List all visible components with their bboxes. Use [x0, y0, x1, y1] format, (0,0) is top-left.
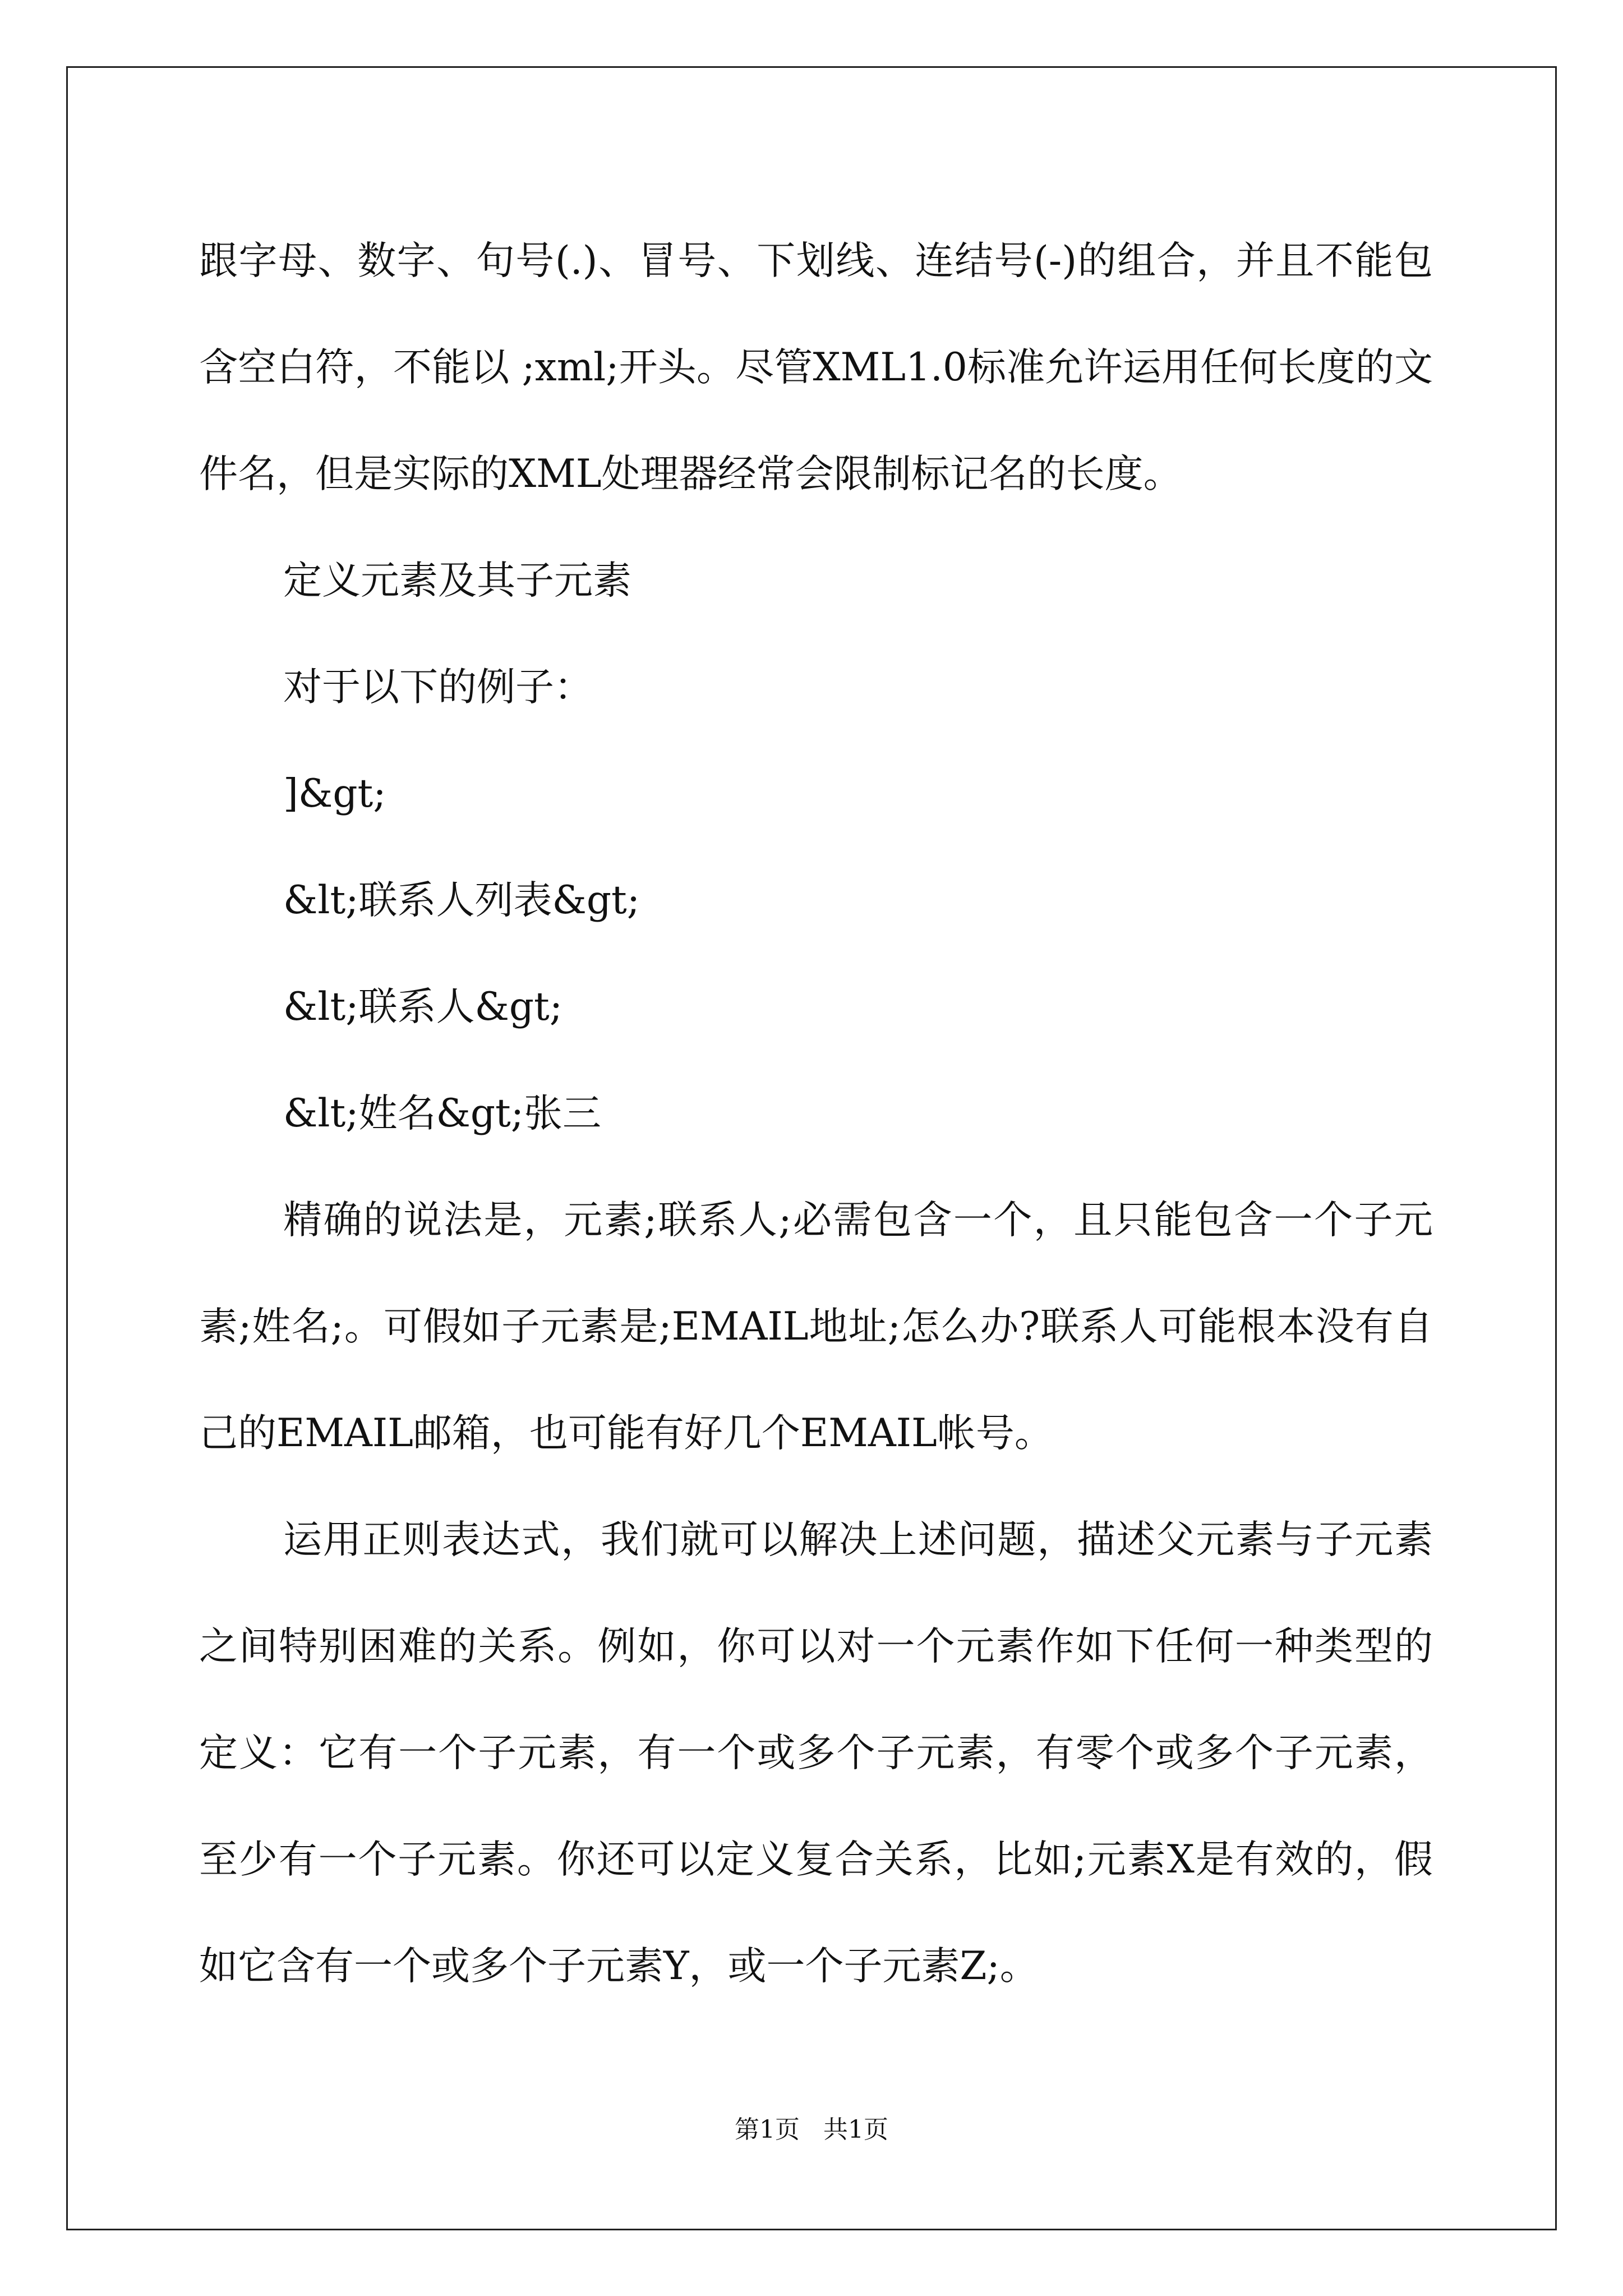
paragraph-5: &lt;联系人列表&gt; [283, 878, 640, 923]
paragraph-6: &lt;联系人&gt; [283, 984, 563, 1029]
paragraph-7: &lt;姓名&gt;张三 [283, 1091, 602, 1136]
paragraph-1: 跟字母、数字、句号(.)、冒号、下划线、连结号(-)的组合，并且不能包含空白符，不能以 ;xml;开头。尽管XML1.0标准允许运用任何长度的文件名，但是实际的XML处理器经常会限制标记名的长度。 [199, 238, 1433, 496]
document-body [199, 208, 1433, 2019]
paragraph-9: 运用正则表达式，我们就可以解决上述问题，描述父元素与子元素之间特别困难的关系。例如，你可以对一个元素作如下任何一种类型的定义：它有一个子元素，有一个或多个子元素，有零个或多个子元素，至少有一个子元素。你还可以定义复合关系，比如;元素X是有效的，假如它含有一个或多个子元素Y，或一个子元素Z;。 [199, 1517, 1433, 1989]
paragraph-2: 定义元素及其子元素 [283, 558, 631, 603]
paragraph-8: 精确的说法是，元素;联系人;必需包含一个，且只能包含一个子元素;姓名;。可假如子元素是;EMAIL地址;怎么办?联系人可能根本没有自己的EMAIL邮箱，也可能有好几个EMAIL帐号。 [199, 1198, 1433, 1456]
page-number-footer: 第1页 共1页 [735, 2115, 888, 2144]
paragraph-3: 对于以下的例子： [283, 665, 593, 710]
paragraph-4: ]&gt; [283, 771, 386, 816]
